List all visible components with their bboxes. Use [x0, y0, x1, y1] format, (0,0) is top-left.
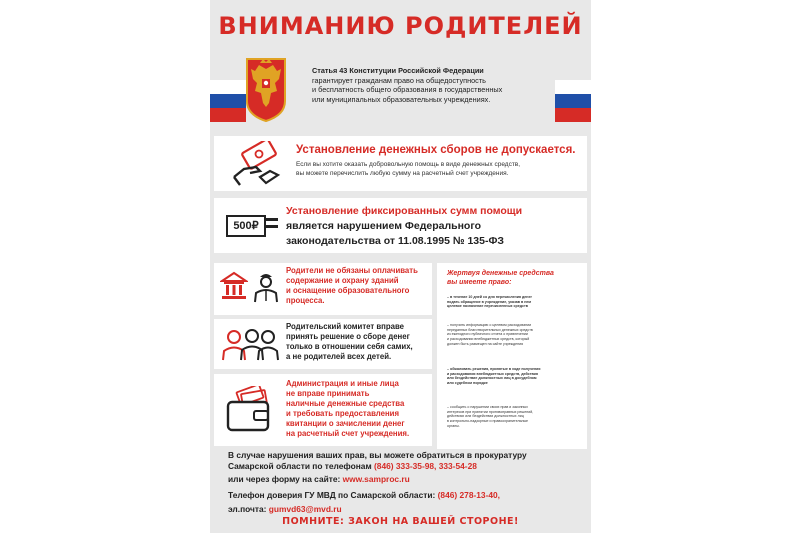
right-line: подать обращение в учреждение, указав в нем: [447, 299, 531, 304]
no-fees-card: [214, 136, 587, 191]
contacts-text: Самарской области по телефонам: [228, 461, 374, 471]
parents-line: процесса.: [286, 296, 325, 305]
right-line: органы.: [447, 423, 460, 428]
poster: [210, 0, 591, 533]
contacts-text: или через форму на сайте:: [228, 474, 343, 484]
constitution-line: и бесплатность общего образования в государственных: [312, 85, 503, 94]
right-item: [447, 367, 582, 386]
right-line: целевое назначение перечисленных средств: [447, 304, 528, 309]
hand-money-icon: [230, 141, 282, 187]
parents-not-obliged-card: [214, 263, 432, 315]
contacts-line1: В случае нарушения ваших прав, вы можете обратиться в прокуратуру: [228, 450, 527, 460]
constitution-line: гарантирует гражданам право на общедоступность: [312, 75, 486, 85]
guard-icon: [252, 271, 280, 303]
right-line: должен быть размещен на сайте учреждения: [447, 341, 524, 346]
500-rubles-badge: 500₽: [226, 215, 266, 237]
admin-line: Администрация и иные лица: [286, 379, 399, 388]
right-line: в контрольно-надзорные и правоохранительные: [447, 419, 529, 424]
parents-committee-text: [286, 322, 413, 362]
right-item: [447, 405, 582, 429]
constitution-text: [312, 66, 562, 104]
admin-line: наличные денежные средства: [286, 399, 405, 408]
parents-line: и оснащение образовательного: [286, 286, 410, 295]
prosecutor-phones[interactable]: (846) 333-35-98, 333-54-28: [374, 461, 477, 471]
constitution-line: или муниципальных образовательных учреждениях.: [312, 94, 491, 104]
contacts-line3: [228, 474, 583, 484]
russian-flag-left: [210, 80, 246, 122]
parents-line: Родители не обязаны оплачивать: [286, 266, 418, 275]
right-item: [447, 323, 582, 347]
contacts-line5: [228, 504, 583, 514]
parents-line: содержание и охрану зданий: [286, 276, 399, 285]
right-line: действиях или бездействии должностных лиц: [447, 414, 524, 419]
admin-line: квитанции о зачислении денег: [286, 419, 405, 428]
fixed-sums-line3: законодательства от 11.08.1995 № 135-ФЗ: [286, 235, 505, 247]
no-fees-line: вы можете перечислить любую сумму на расчетный счет учреждения.: [296, 170, 509, 177]
admin-line: и требовать предоставления: [286, 409, 399, 418]
right-line: – сообщить о нарушении своих прав и законных: [447, 405, 528, 409]
admin-line: на расчетный счет учреждения.: [286, 429, 410, 438]
right-item: [447, 295, 582, 309]
right-line: – получить информацию о целевом расходовании: [447, 323, 532, 327]
right-line: и расходования внебюджетных средств, действия: [447, 371, 538, 376]
coat-of-arms-icon: [245, 57, 287, 123]
donor-rights-header: [447, 269, 582, 287]
fixed-sums-card: [214, 198, 587, 253]
fixed-sums-line2: является нарушением Федерального: [286, 220, 481, 232]
poster-title: ВНИМАНИЮ РОДИТЕЛЕЙ: [218, 12, 583, 40]
committee-line: а не родителей всех детей.: [286, 352, 392, 361]
badge-stripe: [266, 225, 278, 228]
building-icon: [220, 271, 248, 301]
contacts-text: эл.почта:: [228, 504, 269, 514]
rights-header-line: вы имеете право:: [447, 279, 512, 286]
administration-text: [286, 379, 409, 439]
committee-line: принять решение о сборе денег: [286, 332, 410, 341]
right-line: – обжаловать решения, принятые в ходе получения: [447, 367, 541, 371]
no-fees-title: Установление денежных сборов не допускается.: [296, 144, 576, 156]
parents-not-obliged-text: [286, 266, 418, 306]
group-people-icon: [220, 327, 280, 361]
hotline-phone[interactable]: (846) 278-13-40,: [437, 490, 501, 500]
committee-line: только в отношении себя самих,: [286, 342, 413, 351]
no-fees-line: Если вы хотите оказать добровольную помощь в виде денежных средств,: [296, 161, 521, 168]
fixed-sums-line1: Установление фиксированных сумм помощи: [286, 205, 523, 217]
badge-stripe: [266, 218, 278, 221]
right-line: или бездействие должностных лиц в досудебном: [447, 376, 537, 381]
right-line: – в течение 10 дней со дня перечисления денег: [447, 295, 532, 299]
admin-line: не вправе принимать: [286, 389, 370, 398]
constitution-head: Статья 43 Конституции Российской Федерации: [312, 66, 484, 75]
parents-committee-card: [214, 319, 432, 369]
wallet-money-icon: [224, 386, 274, 432]
slogan: ПОМНИТЕ: ЗАКОН НА ВАШЕЙ СТОРОНЕ!: [282, 516, 519, 527]
rights-header-line: Жертвуя денежные средства: [447, 270, 554, 277]
right-line: и расходовании внебюджетных средств, который: [447, 337, 530, 342]
email-link[interactable]: gumvd63@mvd.ru: [268, 504, 342, 514]
prosecutor-website-link[interactable]: www.samproc.ru: [342, 474, 410, 484]
contacts-text: Телефон доверия ГУ МВД по Самарской области:: [228, 490, 438, 500]
right-line: из ежегодного публичного отчета о привлечении: [447, 332, 528, 337]
right-line: интересов при принятии противоправных решений,: [447, 409, 534, 414]
administration-card: [214, 374, 432, 446]
contacts-line2: [228, 461, 583, 471]
right-line: или судебном порядке: [447, 381, 488, 386]
right-line: переданных благотворительных денежных средств: [447, 327, 533, 332]
contacts-line4: [228, 490, 583, 500]
donor-rights-card: [437, 263, 587, 449]
committee-line: Родительский комитет вправе: [286, 322, 404, 331]
